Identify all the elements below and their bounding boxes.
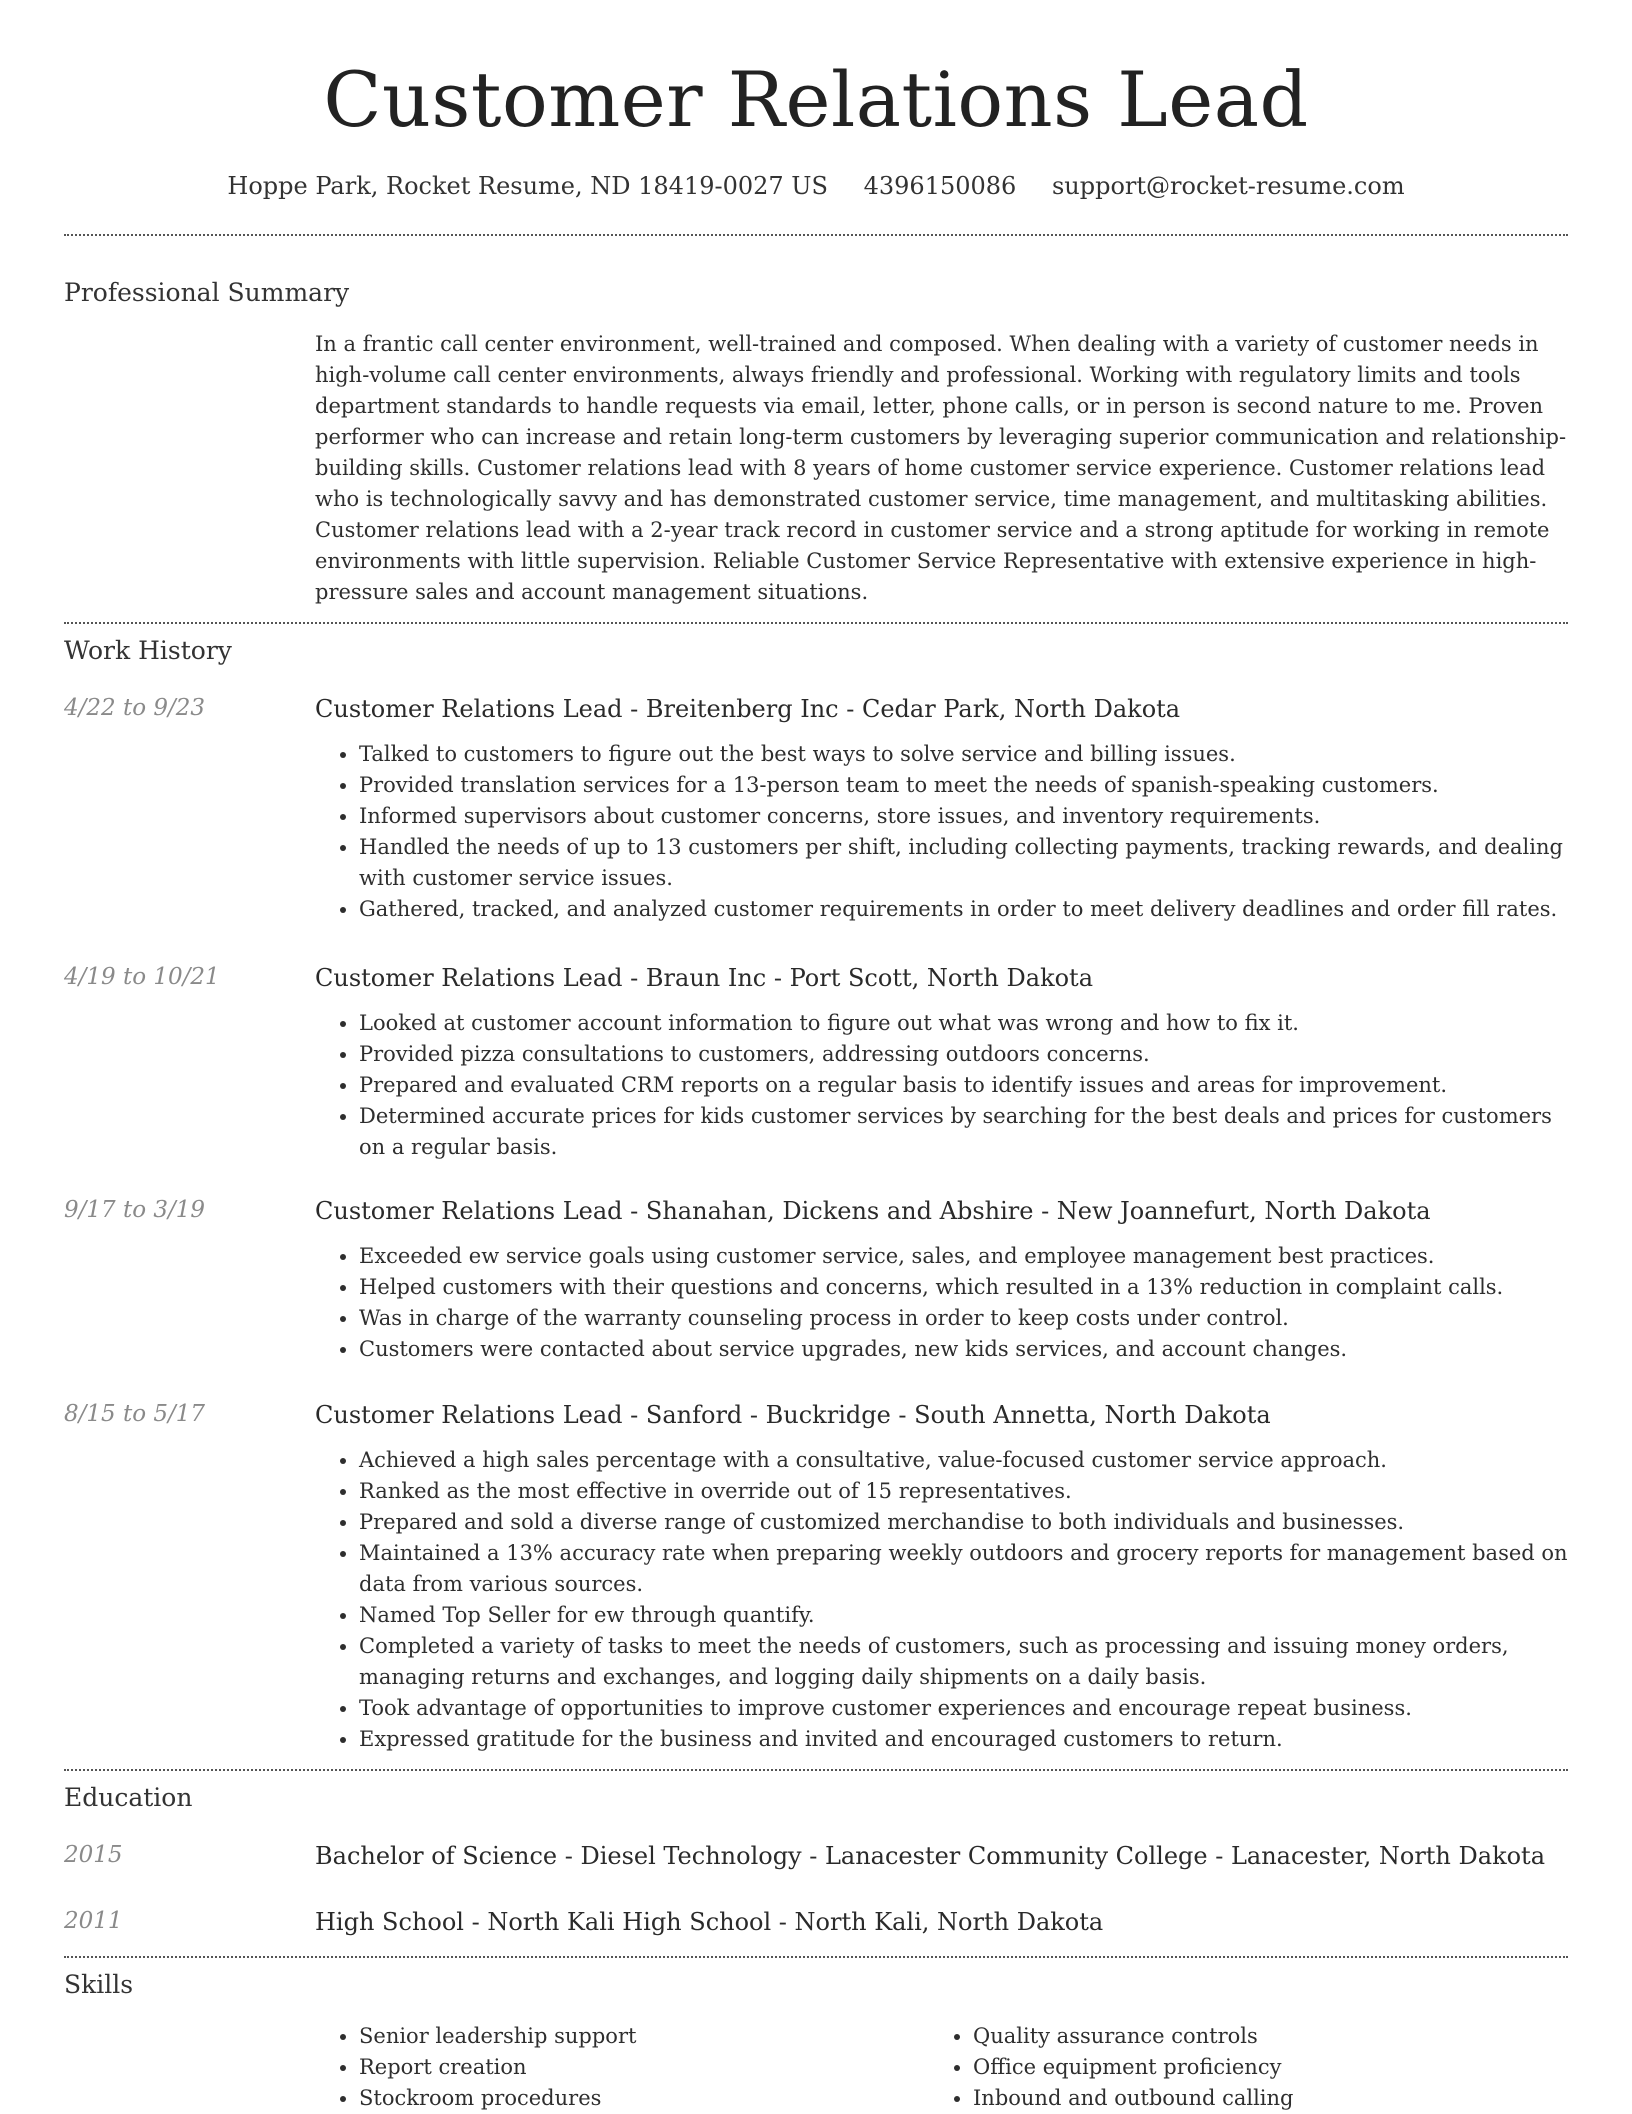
job-dates: 8/15 to 5/17 bbox=[64, 1400, 206, 1427]
list-item: • Customers were contacted about service upgrades, new kids services, and account changes. bbox=[359, 1334, 1568, 1365]
skills-list bbox=[315, 2021, 1568, 2114]
list-item: • Stockroom procedures bbox=[359, 2083, 929, 2114]
list-item: • Handled the needs of up to 13 customers per shift, including collecting payments, tracking rewards, and dealing with customer service issues. bbox=[359, 832, 1568, 894]
list-item: • Helped customers with their questions and concerns, which resulted in a 13% reduction in complaint calls. bbox=[359, 1272, 1568, 1303]
list-item: • Talked to customers to figure out the best ways to solve service and billing issues. bbox=[359, 739, 1568, 770]
contact-phone: 4396150086 bbox=[863, 171, 1017, 200]
section-title-summary: Professional Summary bbox=[64, 278, 350, 308]
contact-address: Hoppe Park, Rocket Resume, ND 18419-0027 US bbox=[227, 171, 828, 200]
list-item: • Ranked as the most effective in override out of 15 representatives. bbox=[359, 1476, 1568, 1507]
list-item: • Determined accurate prices for kids customer services by searching for the best deals and prices for customers on a regular basis. bbox=[359, 1101, 1568, 1163]
list-item: • Prepared and sold a diverse range of customized merchandise to both individuals and businesses. bbox=[359, 1507, 1568, 1538]
list-item: • Inbound and outbound calling bbox=[973, 2083, 1543, 2114]
job-entry bbox=[64, 1401, 1568, 1755]
job-bullets bbox=[315, 1008, 1568, 1163]
job-heading: Customer Relations Lead - Braun Inc - Port Scott, North Dakota bbox=[315, 964, 1094, 993]
list-item: • Was in charge of the warranty counseling process in order to keep costs under control. bbox=[359, 1303, 1568, 1334]
resume-name: Customer Relations Lead bbox=[323, 55, 1309, 144]
education-year: 2015 bbox=[64, 1841, 123, 1868]
education-text: Bachelor of Science - Diesel Technology - Lanacester Community College - Lanacester, North Dakota bbox=[315, 1841, 1546, 1870]
list-item: • Office equipment proficiency bbox=[973, 2052, 1543, 2083]
job-bullets bbox=[315, 739, 1568, 925]
section-divider bbox=[64, 1956, 1568, 1958]
education-entry bbox=[64, 1842, 1568, 1871]
list-item: • Report creation bbox=[359, 2052, 929, 2083]
list-item: • Completed a variety of tasks to meet the needs of customers, such as processing and issuing money orders, managing returns and exchanges, and logging daily shipments on a daily basis. bbox=[359, 1631, 1568, 1693]
section-title-work: Work History bbox=[64, 636, 232, 666]
list-item: • Took advantage of opportunities to improve customer experiences and encourage repeat business. bbox=[359, 1693, 1568, 1724]
job-dates: 9/17 to 3/19 bbox=[64, 1196, 206, 1223]
job-dates: 4/22 to 9/23 bbox=[64, 695, 206, 722]
section-title-education: Education bbox=[64, 1782, 193, 1812]
job-entry bbox=[64, 1197, 1568, 1365]
job-dates: 4/19 to 10/21 bbox=[64, 964, 220, 991]
job-entry bbox=[64, 695, 1568, 925]
education-entry bbox=[64, 1908, 1568, 1937]
skills-column-right bbox=[929, 2021, 1543, 2114]
list-item: • Prepared and evaluated CRM reports on a regular basis to identify issues and areas for improvement. bbox=[359, 1070, 1568, 1101]
list-item: • Exceeded ew service goals using customer service, sales, and employee management best practices. bbox=[359, 1241, 1568, 1272]
list-item: • Provided pizza consultations to customers, addressing outdoors concerns. bbox=[359, 1039, 1568, 1070]
section-divider bbox=[64, 622, 1568, 624]
contact-email: support@rocket-resume.com bbox=[1051, 171, 1405, 200]
skills-column-left bbox=[315, 2021, 929, 2114]
job-heading: Customer Relations Lead - Sanford - Buckridge - South Annetta, North Dakota bbox=[315, 1400, 1271, 1429]
education-text: High School - North Kali High School - North Kali, North Dakota bbox=[315, 1908, 1104, 1937]
job-heading: Customer Relations Lead - Shanahan, Dickens and Abshire - New Joannefurt, North Dakota bbox=[315, 1196, 1431, 1225]
list-item: • Provided translation services for a 13-person team to meet the needs of spanish-speaking customers. bbox=[359, 770, 1568, 801]
list-item: • Named Top Seller for ew through quantify. bbox=[359, 1600, 1568, 1631]
section-title-skills: Skills bbox=[64, 1970, 134, 2000]
section-divider bbox=[64, 234, 1568, 236]
list-item: • Looked at customer account information to figure out what was wrong and how to fix it. bbox=[359, 1008, 1568, 1039]
list-item: • Quality assurance controls bbox=[973, 2021, 1543, 2052]
summary-text: In a frantic call center environment, well-trained and composed. When dealing with a variety of customer needs in high-volume call center environments, always friendly and professional. Working with regulatory limits and tools department standards to handle requests via email, letter, phone calls, or in person is second nature to me. Proven performer who can increase and retain long-term customers by leveraging superior communication and relationship-building skills. Customer relations lead with 8 years of home customer service experience. Customer relations lead who is technologically savvy and has demonstrated customer service, time management, and multitasking abilities. Customer relations lead with a 2-year track record in customer service and a strong aptitude for working in remote environments with little supervision. Reliable Customer Service Representative with extensive experience in high-pressure sales and account management situations. bbox=[315, 332, 1567, 605]
list-item: • Informed supervisors about customer concerns, store issues, and inventory requirements. bbox=[359, 801, 1568, 832]
list-item: • Achieved a high sales percentage with a consultative, value-focused customer service approach. bbox=[359, 1445, 1568, 1476]
job-entry bbox=[64, 964, 1568, 1163]
contact-line bbox=[64, 172, 1568, 201]
education-year: 2011 bbox=[64, 1908, 123, 1935]
list-item: • Maintained a 13% accuracy rate when preparing weekly outdoors and grocery reports for management based on data from various sources. bbox=[359, 1538, 1568, 1600]
resume-page bbox=[64, 0, 1568, 2114]
list-item: • Gathered, tracked, and analyzed customer requirements in order to meet delivery deadlines and order fill rates. bbox=[359, 894, 1568, 925]
list-item: • Senior leadership support bbox=[359, 2021, 929, 2052]
job-bullets bbox=[315, 1241, 1568, 1365]
section-divider bbox=[64, 1769, 1568, 1771]
job-heading: Customer Relations Lead - Breitenberg Inc - Cedar Park, North Dakota bbox=[315, 695, 1181, 724]
list-item: • Expressed gratitude for the business and invited and encouraged customers to return. bbox=[359, 1724, 1568, 1755]
job-bullets bbox=[315, 1445, 1568, 1755]
